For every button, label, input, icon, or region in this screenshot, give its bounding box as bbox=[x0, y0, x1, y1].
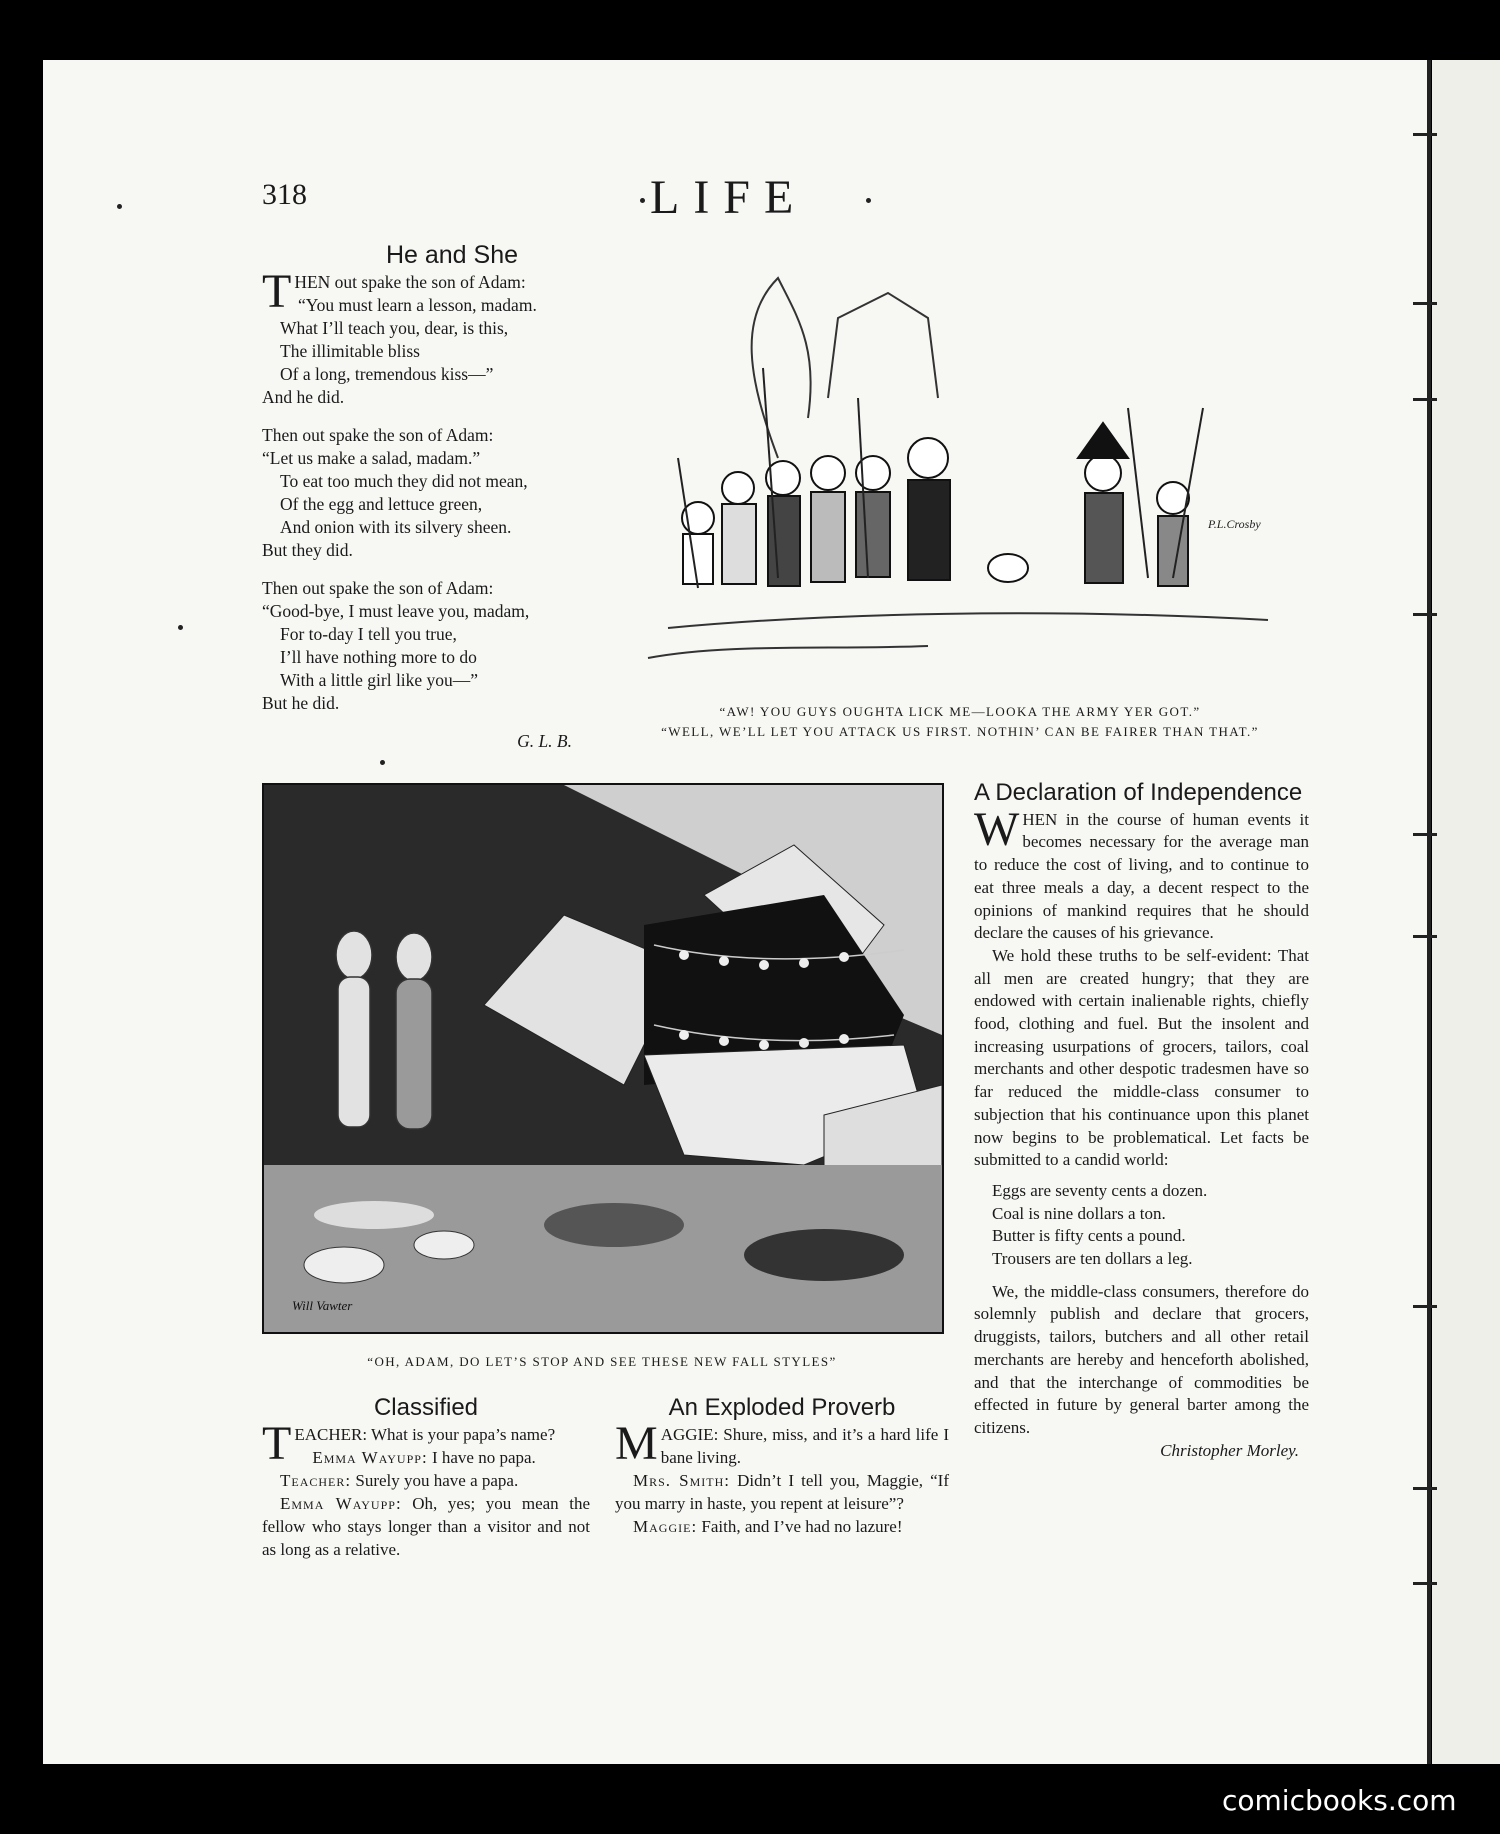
dialogue-line: Mrs. Smith: Didn’t I tell you, Maggie, “If you marry in haste, you repent at leisure”? bbox=[615, 1471, 949, 1513]
cartoon-adam-and-eve bbox=[262, 783, 944, 1334]
paragraph: We hold these truths to be self-evident: That all men are created hungry; that they are endowed with certain inalienable rights, chiefly food, clothing and fuel. But the insolent and increasing usurpations of grocers, tailors, coal merchants and other despotic tradesmen have so far reduced the middle-class consumer to subjection that his continuance upon this planet now begins to be problematical. Let facts be submitted to a candid world: bbox=[974, 945, 1309, 1170]
poem-line: But he did. bbox=[262, 693, 340, 713]
binding-tick bbox=[1413, 833, 1437, 836]
dialogue-line: Maggie: Faith, and I’ve had no lazure! bbox=[633, 1517, 903, 1536]
caption-line: “WELL, WE’LL LET YOU ATTACK US FIRST. NOTHIN’ CAN BE FAIRER THAN THAT.” bbox=[661, 724, 1259, 739]
list-item: Eggs are seventy cents a dozen. bbox=[992, 1180, 1208, 1200]
poem-line: I’ll have nothing more to do bbox=[280, 647, 477, 667]
poem-line: “Good-bye, I must leave you, madam, bbox=[262, 601, 530, 621]
article-exploded-proverb bbox=[615, 1396, 949, 1538]
cartoon1-signature: P.L.Crosby bbox=[1208, 517, 1261, 531]
print-speck bbox=[117, 204, 122, 209]
list-item: Butter is fifty cents a pound. bbox=[992, 1226, 1186, 1246]
drop-cap: W bbox=[974, 802, 1020, 856]
binding-tick bbox=[1413, 1582, 1437, 1585]
facts-list bbox=[992, 1180, 1309, 1271]
paragraph: WHEN in the course of human events it becomes necessary for the average man to reduce the cost of living, and to continue to eat three meals a day, a decent respect to the opinions of mankind requires that he should declare the causes of his grievance. bbox=[974, 802, 1309, 943]
drop-cap: T bbox=[262, 1417, 292, 1470]
next-page-edge bbox=[1432, 60, 1500, 1764]
list-item: Coal is nine dollars a ton. bbox=[992, 1203, 1166, 1223]
poem-line: “You must learn a lesson, madam. bbox=[298, 295, 537, 315]
poem-line: “Let us make a salad, madam.” bbox=[262, 448, 481, 468]
poem-signature: G. L. B. bbox=[517, 731, 572, 751]
cartoon-children-army bbox=[628, 258, 1288, 688]
cartoon2-caption: “OH, ADAM, DO LET’S STOP AND SEE THESE NEW FALL STYLES” bbox=[367, 1354, 837, 1369]
dialogue-line: Emma Wayupp: I have no papa. bbox=[312, 1448, 536, 1467]
page-number: 318 bbox=[262, 178, 307, 211]
poem-stanza bbox=[262, 265, 602, 409]
print-speck bbox=[178, 625, 183, 630]
masthead-dot bbox=[866, 198, 871, 203]
cartoon1-caption bbox=[610, 702, 1310, 742]
poem-line: To eat too much they did not mean, bbox=[280, 471, 528, 491]
poem-line: And onion with its silvery sheen. bbox=[280, 517, 512, 537]
article-classified bbox=[262, 1396, 590, 1561]
dialogue-line: TEACHER: What is your papa’s name? bbox=[262, 1417, 556, 1470]
article-title: An Exploded Proverb bbox=[668, 1394, 896, 1421]
binding-tick bbox=[1413, 613, 1437, 616]
poem-he-and-she bbox=[262, 241, 602, 753]
masthead-dot bbox=[640, 198, 645, 203]
binding-tick bbox=[1413, 935, 1437, 938]
binding-line bbox=[1427, 60, 1431, 1764]
dialogue-line: Emma Wayupp: Oh, yes; you mean the fellow who stays longer than a visitor and not as long as a relative. bbox=[262, 1494, 590, 1559]
caption-line: “AW! YOU GUYS OUGHTA LICK ME—LOOKA THE ARMY YER GOT.” bbox=[719, 704, 1201, 719]
poem-title: He and She bbox=[385, 241, 519, 269]
poem-line: THEN out spake the son of Adam: bbox=[262, 265, 526, 318]
poem-line: For to-day I tell you true, bbox=[280, 624, 457, 644]
binding-tick bbox=[1413, 1487, 1437, 1490]
print-speck bbox=[380, 760, 385, 765]
poem-line: Of the egg and lettuce green, bbox=[280, 494, 483, 514]
paragraph: We, the middle-class consumers, therefore do solemnly publish and declare that grocers, druggists, tailors, butchers and all other retail merchants are hereby and henceforth abolished, and that the interchange of commodities be effected in future by general barter among the citizens. bbox=[974, 1281, 1309, 1437]
poem-line: The illimitable bliss bbox=[280, 341, 420, 361]
dialogue-line: MAGGIE: Shure, miss, and it’s a hard life I bane living. bbox=[615, 1417, 949, 1470]
poem-stanza bbox=[262, 577, 602, 715]
article-declaration bbox=[974, 779, 1309, 1462]
masthead-title: LIFE bbox=[650, 171, 808, 224]
article-title: A Declaration of Independence bbox=[974, 779, 1303, 806]
binding-tick bbox=[1413, 302, 1437, 305]
poem-line: With a little girl like you—” bbox=[280, 670, 479, 690]
poem-line: And he did. bbox=[262, 387, 345, 407]
watermark: comicbooks.com bbox=[1222, 1784, 1457, 1817]
article-title: Classified bbox=[373, 1394, 479, 1421]
dialogue-line: Teacher: Surely you have a papa. bbox=[280, 1471, 519, 1490]
poem-line: But they did. bbox=[262, 540, 353, 560]
list-item: Trousers are ten dollars a leg. bbox=[992, 1249, 1193, 1269]
binding-tick bbox=[1413, 1305, 1437, 1308]
drop-cap: T bbox=[262, 265, 292, 318]
drop-cap: M bbox=[615, 1417, 658, 1470]
poem-line: What I’ll teach you, dear, is this, bbox=[280, 318, 509, 338]
poem-stanza bbox=[262, 424, 602, 562]
poem-line: Then out spake the son of Adam: bbox=[262, 425, 494, 445]
binding-tick bbox=[1413, 398, 1437, 401]
article-signature: Christopher Morley. bbox=[1160, 1440, 1299, 1460]
poem-line: Then out spake the son of Adam: bbox=[262, 578, 494, 598]
cartoon2-signature: Will Vawter bbox=[292, 1298, 353, 1313]
poem-line: Of a long, tremendous kiss—” bbox=[280, 364, 494, 384]
binding-tick bbox=[1413, 133, 1437, 136]
